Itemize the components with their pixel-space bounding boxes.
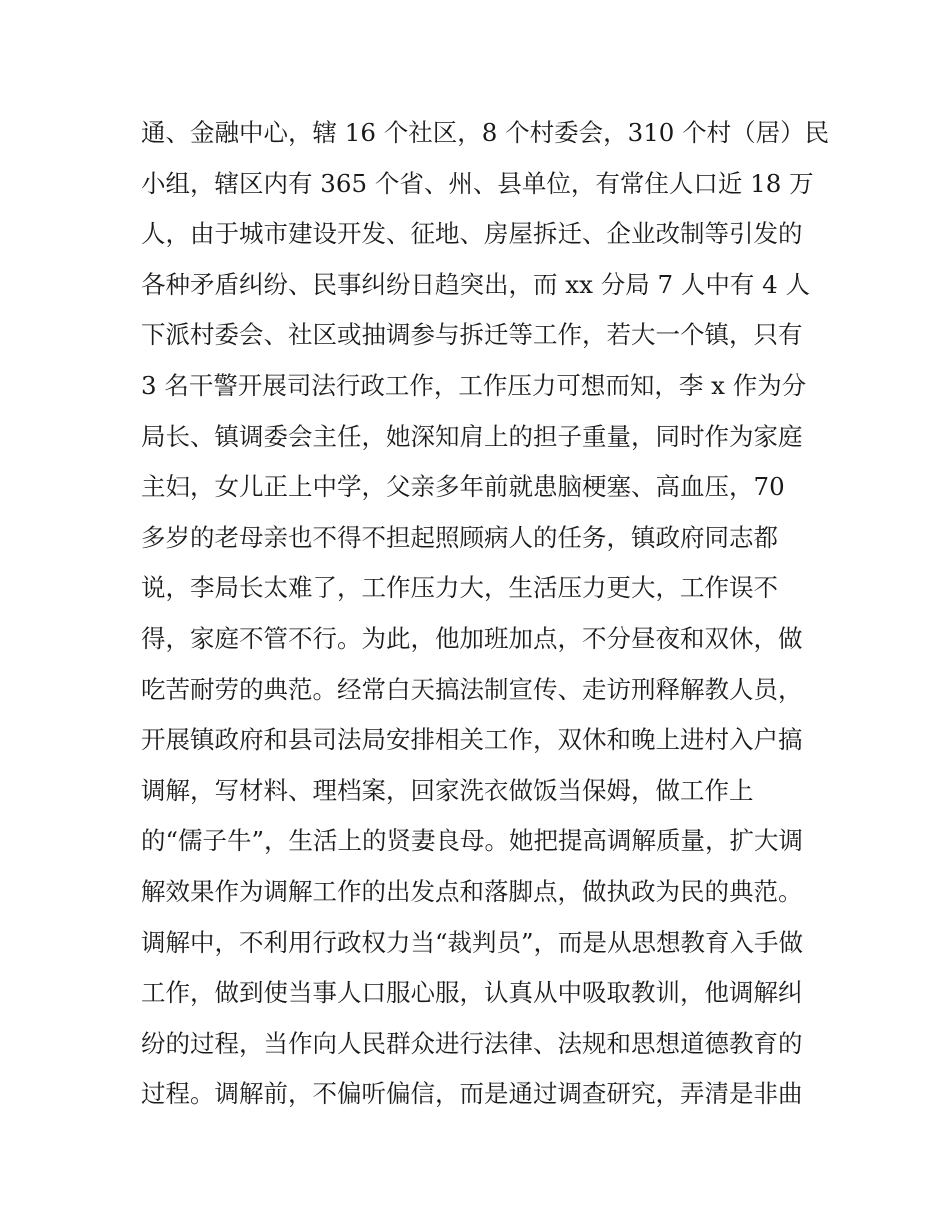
body-text xyxy=(141,108,830,1120)
text-line: 调解，写材料、理档案，回家洗衣做饭当保姆，做工作上 xyxy=(141,775,754,805)
text-line: 局长、镇调委会主任，她深知肩上的担子重量，同时作为家庭 xyxy=(141,421,803,451)
text-line: 人，由于城市建设开发、征地、房屋拆迁、企业改制等引发的 xyxy=(141,219,803,249)
text-line: 纷的过程，当作向人民群众进行法律、法规和思想道德教育的 xyxy=(141,1028,803,1058)
text-line: 主妇，女儿正上中学，父亲多年前就患脑梗塞、高血压，70 xyxy=(141,472,785,502)
text-line: 调解中，不利用行政权力当“裁判员”，而是从思想教育入手做 xyxy=(141,927,804,957)
text-line: 得，家庭不管不行。为此，他加班加点，不分昼夜和双休，做 xyxy=(141,623,803,653)
text-line: 各种矛盾纠纷、民事纠纷日趋突出，而 xx 分局 7 人中有 4 人 xyxy=(141,269,811,299)
text-line: 小组，辖区内有 365 个省、州、县单位，有常住人口近 18 万 xyxy=(141,168,814,198)
text-line: 工作，做到使当事人口服心服，认真从中吸取教训，他调解纠 xyxy=(141,978,803,1008)
text-line: 的“儒子牛”，生活上的贤妻良母。她把提高调解质量，扩大调 xyxy=(141,826,804,856)
text-line: 下派村委会、社区或抽调参与拆迁等工作，若大一个镇，只有 xyxy=(141,320,803,350)
text-line: 说，李局长太难了，工作压力大，生活压力更大，工作误不 xyxy=(141,573,778,603)
text-line: 解效果作为调解工作的出发点和落脚点，做执政为民的典范。 xyxy=(141,876,803,906)
text-line: 多岁的老母亲也不得不担起照顾病人的任务，镇政府同志都 xyxy=(141,522,778,552)
text-line: 过程。调解前，不偏听偏信，而是通过调查研究，弄清是非曲 xyxy=(141,1079,803,1109)
text-line: 3 名干警开展司法行政工作，工作压力可想而知，李 x 作为分 xyxy=(141,370,807,400)
text-line: 开展镇政府和县司法局安排相关工作，双休和晚上进村入户搞 xyxy=(141,725,803,755)
text-line: 通、金融中心，辖 16 个社区，8 个村委会，310 个村（居）民 xyxy=(141,118,830,147)
text-line: 吃苦耐劳的典范。经常白天搞法制宣传、走访刑释解教人员， xyxy=(141,674,803,704)
